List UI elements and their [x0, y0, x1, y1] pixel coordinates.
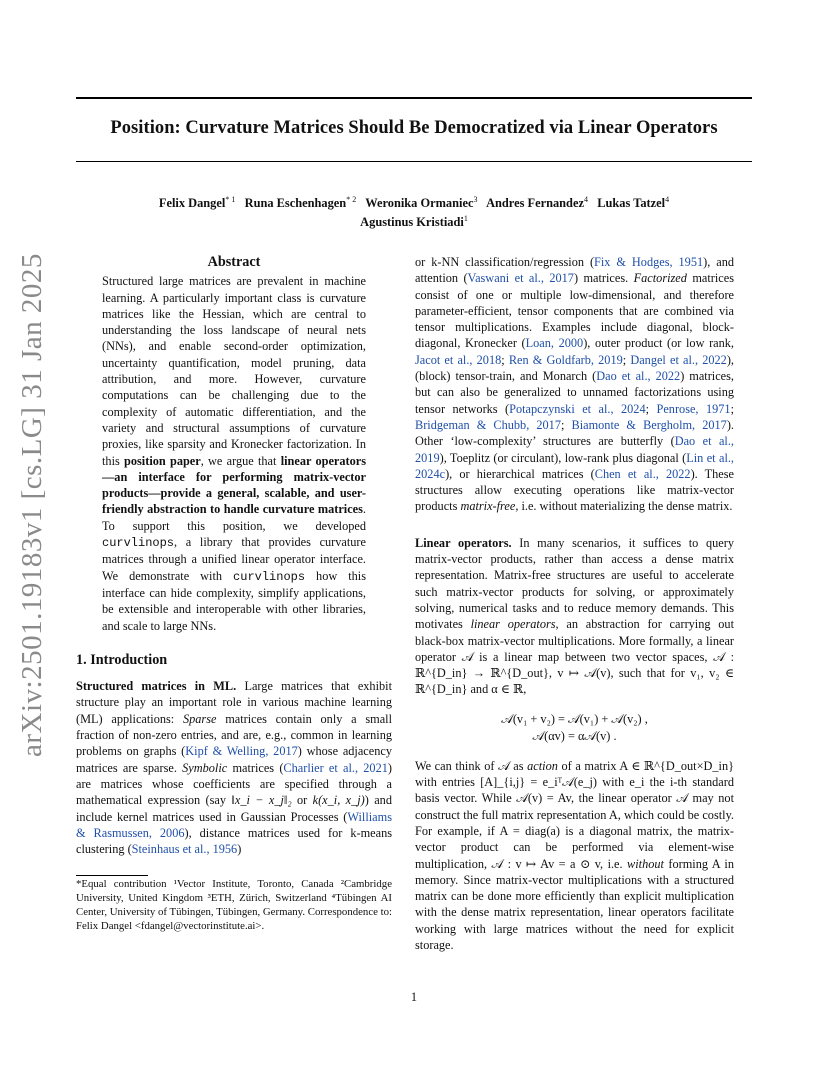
text: ), outer product (or low rank, — [583, 336, 734, 351]
citation-link[interactable]: Kipf & Welling, 2017 — [185, 744, 298, 759]
text: ) — [237, 842, 242, 857]
abstract-text: , we argue that — [200, 453, 281, 468]
author: Agustinus Kristiadi — [360, 215, 464, 230]
citation-link[interactable]: Bridgeman & Chubb, 2017 — [415, 417, 561, 432]
paragraph-heading: Linear operators. — [415, 535, 512, 550]
author: Felix Dangel — [158, 196, 226, 211]
citation-link[interactable]: Steinhaus et al., 1956 — [131, 842, 238, 857]
author-mark: 4 — [665, 195, 670, 204]
author: Lukas Tatzel — [597, 196, 666, 211]
author-mark: 4 — [583, 195, 588, 204]
author-line-1 — [90, 192, 738, 211]
abstract-body — [76, 273, 392, 634]
emph: Factorized — [633, 271, 687, 286]
citation-link[interactable]: Lin et al., 2024c — [415, 450, 735, 481]
paragraph-heading: Structured matrices in ML. — [76, 679, 237, 694]
text: ) matrices, but can also be generalized to unnamed factorizations using tensor networks ( — [415, 369, 734, 416]
abstract-text: how this interface can hide complexity, simplify applications, be extensible and interoperable with other libraries, and scale to large NNs. — [102, 568, 367, 633]
equation-line: 𝒜(v₁ + v₂) = 𝒜(v₁) + 𝒜(v₂) , — [501, 711, 648, 726]
author-line-2 — [90, 211, 738, 230]
text: ). Other ‘low-complexity’ structures are butterfly ( — [415, 417, 734, 449]
abstract-text: Structured large matrices are prevalent in machine learning. A particularly important class is curvature matrices like the Hessian, which are central to understanding the loss landscape of neural nets (NNs), and enable second-order optimization, uncertainty quantification, model pruning, data attribution, and more. However, curvature computations can be challenging due to the complexity of automatic differentiation, and the variety and structural assumptions of curvature proxies, like sparsity and Kronecker factorization. In this — [102, 274, 366, 468]
section-heading-introduction: 1. Introduction — [76, 651, 168, 668]
author-mark: 1 — [463, 214, 468, 224]
citation-link[interactable]: Chen et al., 2022 — [594, 466, 691, 481]
citation-link[interactable]: Dao et al., 2022 — [596, 369, 681, 384]
abstract-text: . To support this position, we developed — [102, 502, 366, 533]
citation-link[interactable]: Ren & Goldfarb, 2019 — [508, 352, 623, 367]
abstract-bold: linear operators—an interface for performing matrix-vector products—provide a general, scalable, and user-friendly abstraction to handle curvature matrices — [102, 453, 366, 517]
text: matrices consist of one or multiple low-dimensional, and therefore parameter-efficient, tensor components that are combined via tensor multiplications. Examples include diagonal, block-diagonal, Kronecker ( — [415, 271, 734, 351]
citation-link[interactable]: Penrose, 1971 — [656, 401, 731, 416]
text: ). These structures allow executing operations like matrix-vector products — [415, 466, 735, 514]
code-library-name: curvlinops — [233, 569, 306, 584]
abstract-heading: Abstract — [207, 254, 261, 270]
page-number: 1 — [410, 990, 418, 1004]
author-list — [90, 192, 738, 230]
author-mark: * 1 — [225, 195, 236, 204]
citation-link[interactable]: Dao et al., 2019 — [415, 434, 734, 465]
abstract-text: , a library that provides curvature matrices through a unified linear operator interface. We demonstrate with — [102, 535, 366, 583]
top-rule — [76, 97, 752, 99]
citation-link[interactable]: Potapczynski et al., 2024 — [509, 401, 646, 416]
text: ), Toeplitz (or circulant), low-rank plus diagonal ( — [439, 450, 687, 465]
emph: Sparse — [182, 711, 217, 726]
text: ; — [622, 352, 631, 367]
abstract-bold: position paper — [124, 453, 201, 468]
footnote-rule — [76, 875, 148, 876]
text: or k-NN classification/regression ( — [415, 255, 595, 269]
intro-paragraph — [76, 678, 392, 857]
text: Large matrices that exhibit structure play an important role in various machine learning (ML) applications: — [76, 679, 392, 726]
text: We can think of 𝒜 as — [415, 758, 528, 773]
text: ) are matrices whose coefficients are specified through a mathematical expression (say — [76, 760, 392, 808]
text: , an abstraction for carrying out black-box matrix-vector multiplications. More formally, a linear operator 𝒜 is a linear map between two vector spaces, 𝒜 : ℝ^{D_in} → ℝ^{D_out}, v ↦ 𝒜(v), such that for v₁, v₂ ∈ ℝ^{D_in} and α ∈ ℝ, — [415, 617, 734, 697]
text: matrices ( — [227, 760, 284, 775]
emph: without — [627, 856, 664, 871]
code-library-name: curvlinops — [102, 536, 175, 551]
author: Runa Eschenhagen — [244, 196, 347, 211]
math: k(x_i, x_j) — [312, 793, 365, 808]
author-mark: * 2 — [346, 195, 357, 204]
paragraph-action — [415, 758, 734, 954]
text: ; — [560, 417, 572, 432]
emph: linear operators — [470, 617, 556, 632]
math: ‖x_i − x_j‖₂ — [231, 793, 292, 808]
title-rule — [76, 161, 752, 162]
text: ; — [645, 401, 657, 416]
paper-title: Position: Curvature Matrices Should Be Democratized via Linear Operators — [110, 118, 718, 138]
paragraph-linear-operators — [415, 535, 734, 698]
author: Andres Fernandez — [486, 196, 584, 211]
emph: action — [527, 758, 558, 773]
text: , i.e. without materializing the dense matrix. — [515, 499, 733, 514]
text: ), and attention ( — [415, 255, 735, 286]
author-mark: 3 — [473, 195, 478, 204]
text: ) matrices. — [573, 271, 634, 286]
text: ) and include kernel matrices used in Gaussian Processes ( — [76, 793, 392, 824]
citation-link[interactable]: Dangel et al., 2022 — [630, 352, 727, 367]
paragraph-structured-matrices-cont — [415, 254, 734, 515]
footnotes: *Equal contribution ¹Vector Institute, Toronto, Canada ²Cambridge University, United Kingdom ³ETH, Zürich, Switzerland ⁴Tübingen AI Center, University of Tübingen, Tübingen, Germany. Correspondence to: Felix Dangel <fdangel@vectorinstitute.ai>. — [76, 878, 393, 932]
citation-link[interactable]: Williams & Rasmussen, 2006 — [76, 809, 392, 840]
citation-link[interactable]: Vaswani et al., 2017 — [467, 271, 574, 286]
equation-linearity — [415, 711, 734, 745]
text: matrices contain only a small fraction of non-zero entries, and are, e.g., common in learning problems on graphs ( — [76, 711, 392, 759]
text: ), or hierarchical matrices ( — [445, 466, 595, 481]
text: or — [291, 793, 313, 808]
right-column — [415, 254, 734, 953]
citation-link[interactable]: Jacot et al., 2018 — [415, 352, 502, 367]
citation-link[interactable]: Fix & Hodges, 1951 — [594, 255, 704, 269]
emph: Symbolic — [182, 760, 228, 775]
citation-link[interactable]: Loan, 2000 — [525, 336, 584, 351]
text: of a matrix A ∈ ℝ^{D_out×D_in} with entries [A]_{i,j} = e_iᵀ𝒜(e_j) with e_i the i-th standard basis vector. While 𝒜(v) = Av, the linear operator 𝒜 may not construct the full matrix representation A, which could be costly. For example, if A = diag(a) is a diagonal matrix, the matrix-vector product can be performed via element-wise multiplication, 𝒜 : v ↦ Av = a ⊙ v, i.e. — [415, 758, 734, 871]
text: ), (block) tensor-train, and Monarch ( — [415, 352, 734, 384]
text: ; — [730, 401, 734, 416]
text: ), distance matrices used for k-means clustering ( — [76, 825, 392, 857]
left-column — [76, 254, 392, 857]
citation-link[interactable]: Biamonte & Bergholm, 2017 — [571, 417, 727, 432]
equation-line: 𝒜(αv) = α𝒜(v) . — [532, 728, 617, 743]
text: forming A in memory. Since matrix-vector multiplications with a structured matrix can be done more efficiently than explicit multiplication with the dense matrix representation, linear operators facilitate working with large matrices without the need for explicit storage. — [415, 856, 734, 952]
text: In many scenarios, it suffices to query matrix-vector products, rather than access a dense matrix representation. Matrix-free structures are useful to accelerate such matrix-vector products for solving, or approximately solving, numerical tasks and to reduce memory demands. This motivates — [415, 535, 734, 632]
arxiv-side-stamp: arXiv:2501.19183v1 [cs.LG] 31 Jan 2025 — [16, 253, 48, 757]
text: ; — [501, 352, 509, 367]
citation-link[interactable]: Charlier et al., 2021 — [283, 760, 388, 775]
emph: matrix-free — [460, 499, 516, 514]
author: Weronika Ormaniec — [365, 196, 474, 211]
text: ) whose adjacency matrices are sparse. — [76, 744, 392, 775]
